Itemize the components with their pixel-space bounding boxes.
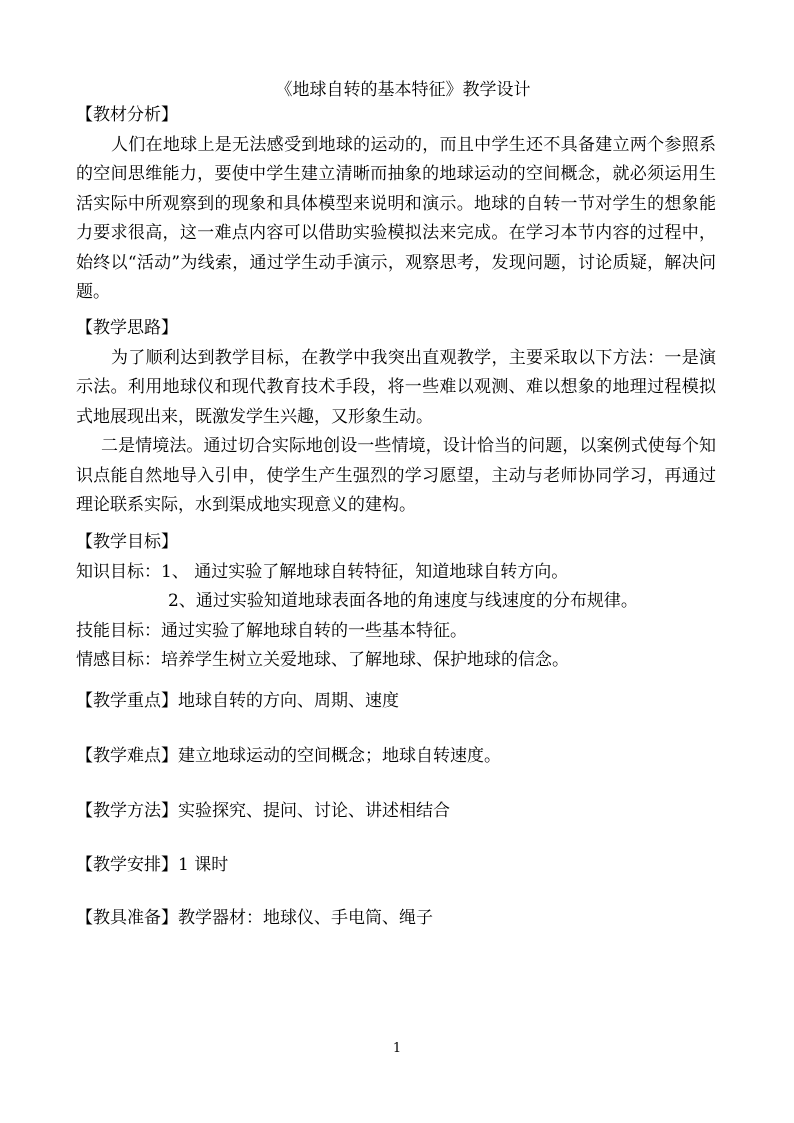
section-materials [76,904,716,934]
emotion-goal-line [76,646,716,676]
section-heading-analysis: 【教材分析】 [76,105,178,125]
section-heading-materials: 【教具准备】 [76,908,178,928]
key-points-text: 地球自转的方向、周期、速度 [178,691,399,711]
materials-line [76,904,716,934]
difficulties-line [76,742,716,772]
section-approach [76,314,716,521]
section-schedule [76,851,716,881]
knowledge-goal-line-1 [76,558,716,588]
methods-line [76,797,716,827]
approach-paragraph-1: 为了顺利达到教学目标，在教学中我突出直观教学，主要采取以下方法：一是演示法。利用地球仪和现代教育技术手段，将一些难以观测、难以想象的地理过程模拟式地展现出来，既激发学生兴趣，又形象生动。 [76,347,716,427]
difficulties-text: 建立地球运动的空间概念；地球自转速度。 [178,746,501,766]
skill-goal-line [76,617,716,647]
section-analysis [76,101,716,308]
document-title: 《地球自转的基本特征》教学设计 [275,80,531,100]
knowledge-goal-label: 知识目标： [76,561,161,582]
section-goals [76,528,716,676]
analysis-paragraph: 人们在地球上是无法感受到地球的运动的，而且中学生还不具备建立两个参照系的空间思维能力，要使中学生建立清晰而抽象的地球运动的空间概念，就必须运用生活实际中所观察到的现象和具体模型来说明和演示。地球的自转一节对学生的想象能力要求很高，这一难点内容可以借助实验模拟法来完成。在学习本节内容的过程中，始终以“活动”为线索，通过学生动手演示，观察思考，发现问题，讨论质疑，解决问题。 [76,134,716,302]
knowledge-goal-item-1: 1、 通过实验了解地球自转特征，知道地球自转方向。 [161,561,569,582]
section-heading-methods: 【教学方法】 [76,801,178,821]
materials-text: 教学器材：地球仪、手电筒、绳子 [178,908,433,928]
key-points-line [76,687,716,717]
knowledge-goal-item-2: 2、通过实验知道地球表面各地的角速度与线速度的分布规律。 [168,591,638,611]
skill-goal-label: 技能目标： [76,620,161,641]
section-heading-schedule: 【教学安排】 [76,855,178,875]
section-methods [76,797,716,827]
section-key-points [76,687,716,717]
section-heading-difficulties: 【教学难点】 [76,746,178,766]
page-number: 1 [392,1041,402,1056]
emotion-goal-text: 培养学生树立关爱地球、了解地球、保护地球的信念。 [161,650,569,670]
schedule-text: 1 课时 [178,855,229,875]
section-heading-goals: 【教学目标】 [76,532,178,552]
schedule-line [76,851,716,881]
section-heading-key-points: 【教学重点】 [76,691,178,711]
section-heading-approach: 【教学思路】 [76,318,178,338]
methods-text: 实验探究、提问、讨论、讲述相结合 [178,801,450,821]
knowledge-goal-line-2 [76,587,716,617]
section-difficulties [76,742,716,772]
approach-paragraph-2: 二是情境法。通过切合实际地创设一些情境，设计恰当的问题，以案例式使每个知识点能自然地导入引申，使学生产生强烈的学习愿望，主动与老师协同学习，再通过理论联系实际，水到渠成地实现意义的建构。 [76,436,716,515]
skill-goal-text: 通过实验了解地球自转的一些基本特征。 [161,620,467,641]
emotion-goal-label: 情感目标： [76,650,161,670]
